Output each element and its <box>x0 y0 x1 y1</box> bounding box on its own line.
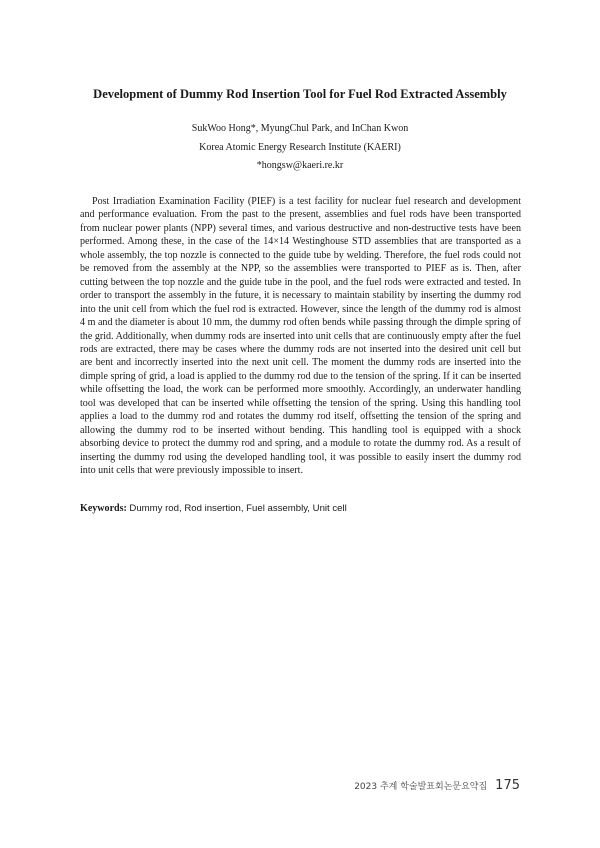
paper-title: Development of Dummy Rod Insertion Tool for Fuel Rod Extracted Assembly <box>93 87 507 101</box>
abstract-body: Post Irradiation Examination Facility (PIEF) is a test facility for nuclear fuel research and development and performance evaluation. From the past to the present, assemblies and fuel rods have been transported from nuclear power plants (NPP) several times, and various destructive and non-destructive tests have been performed. Among these, in the case of the 14×14 Westinghouse STD assemblies that are transported as a whole assembly, the top nozzle is connected to the guide tube by welding. Therefore, the fuel rods could not be removed from the assembly at the NPP, so the assemblies were transported to PIEF as is. Then, after cutting between the top nozzle and the guide tube in the pool, and the fuel rods were extracted and tested. In order to transport the assembly in the future, it is necessary to maintain stability by inserting the dummy rod into the unit cell from which the fuel rod is extracted. However, since the length of the dummy rod is almost 4 m and the diameter is about 10 mm, the dummy rod often bends while passing through the dimple spring of the grid. Additionally, when dummy rods are inserted into unit cells that are continuously empty after the fuel rods are extracted, there may be cases where the dummy rods are not inserted into the desired unit cell but are bent and incorrectly inserted into the next unit cell. The moment the dummy rods are inserted into the dimple spring of grid, a load is applied to the dummy rod due to the tension of the spring. If it can be inserted while offsetting the load, the work can be performed more smoothly. Accordingly, an underwater handling tool was developed that can be inserted while offsetting the tension of the spring. Using this handling tool applies a load to the dummy rod and rotates the dummy rod itself, offsetting the tension of the spring and allowing the dummy rod to be inserted without bending. This handling tool is equipped with a shock absorbing device to protect the dummy rod and spring, and a module to rotate the dummy rod. As a result of inserting the dummy rod using the developed handling tool, it was possible to easily insert the dummy rod into unit cells that were previously impossible to insert. <box>80 196 521 477</box>
affiliation: Korea Atomic Energy Research Institute (KAERI) <box>199 142 401 153</box>
keywords-values: Dummy rod, Rod insertion, Fuel assembly, Unit cell <box>129 503 347 514</box>
keywords-line <box>80 502 521 515</box>
keywords-label: Keywords: <box>80 503 127 514</box>
corresponding-email: *hongsw@kaeri.re.kr <box>256 160 344 171</box>
page-number: 175 <box>495 778 520 793</box>
author-list: SukWoo Hong*, MyungChul Park, and InChan Kwon <box>191 123 409 134</box>
proceedings-title: 2023 추계 학술발표회논문요약집 <box>354 782 488 792</box>
page-footer <box>354 778 520 793</box>
